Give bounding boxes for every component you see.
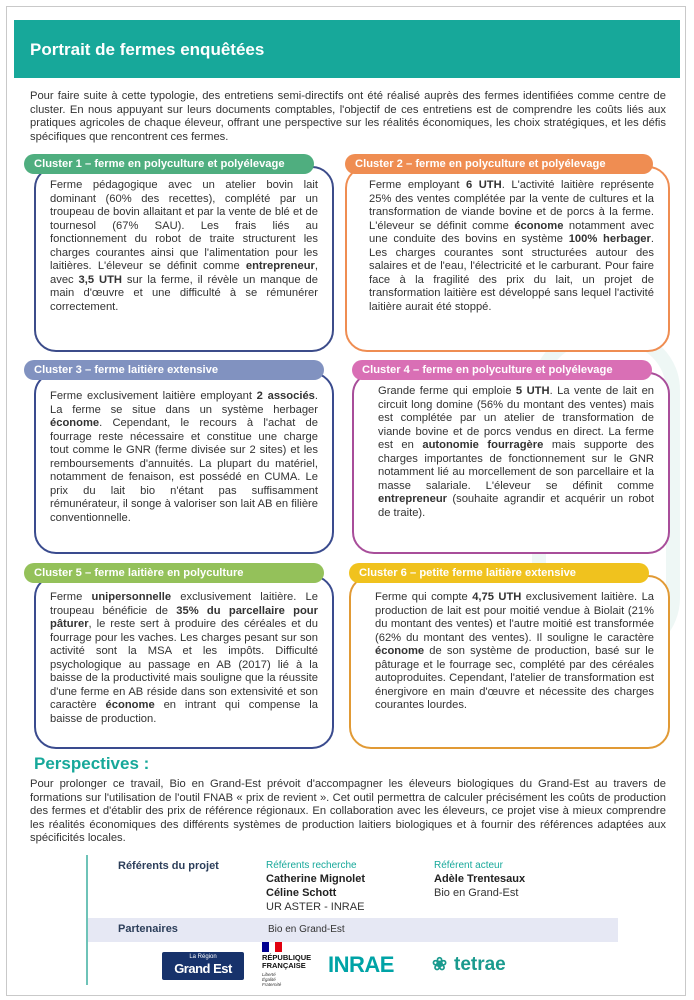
cluster-text: Ferme qui compte 4,75 UTH exclusivement laitière. La production de lait est pour moitié vendue à Biolait (21% du montant des ventes) et l'autre moitié est transformée (62% du montant des ventes). Il souligne le caractère économe de son système de production, basé sur le pâturage et le fourrage sec, complété par des céréales autoproduites. Cependant, l'atelier de transformation est énergivore en main d'œuvre et nécessite des charges courantes lourdes. bbox=[375, 591, 655, 712]
cluster-text-box bbox=[34, 372, 334, 554]
cluster-text-box bbox=[349, 575, 670, 749]
perspectives-title: Perspectives : bbox=[34, 754, 150, 773]
research-referents-title: Référents recherche bbox=[266, 860, 357, 871]
cluster-text: Ferme exclusivement laitière employant 2 associés. La ferme se situe dans un système herbager économe. Cependant, le recours à l'achat de fourrage reste nécessaire et constitue une charge tout comme le GNR (ferme divisée sur 2 sites) et les remboursements d'annuités. La plupart du matériel, notamment de fenaison, est possédé en CUMA. Le prix du lait bio n'étant pas suffisamment rémunérateur, il songe à valoriser son lait AB en filière conventionnelle. bbox=[50, 390, 318, 524]
actor-referent-org: Bio en Grand-Est bbox=[434, 887, 519, 899]
cluster-card-1 bbox=[24, 154, 334, 352]
cluster-card-6 bbox=[349, 563, 670, 749]
references-label: Référents du projet bbox=[118, 860, 219, 872]
cluster-card-4 bbox=[352, 360, 670, 554]
perspectives-paragraph: Pour prolonger ce travail, Bio en Grand-Est prévoit d'accompagner les éleveurs biologiques du Grand-Est au travers de formations sur l'utilisation de l'outil FNAB « prix de revient ». Cet outil permettra de calculer précisément les coûts de production des fermes et d'établir des prix de référence régionaux. En collaboration avec les éleveurs, ce projet vise à mieux comprendre les réalités économiques des différents systèmes de production laitiers biologiques et à fournir des références adaptées aux spécificités locales. bbox=[30, 778, 666, 845]
cluster-text: Ferme employant 6 UTH. L'activité laitière représente 25% des ventes complétée par la vente de cultures et la transformation de viande bovine et de porcs à la ferme. L'éleveur se définit comme économe notamment avec une conduite des bovins en système 100% herbager. Les charges courantes sont structurées autour des salaires et de l'eau, l'électricité et le carburant. Pour faire face à la fragilité des prix du lait, un projet de transformation laitière est développé sans lequel l'activité laitière aurait été stoppé. bbox=[369, 179, 654, 313]
title-banner bbox=[14, 20, 680, 78]
intro-paragraph: Pour faire suite à cette typologie, des entretiens semi-directifs ont été réalisé auprès des fermes identifiées comme centre de cluster. En nous appuyant sur leurs documents comptables, l'objectif de ces entretiens est de comprendre les coûts liés aux pratiques agricoles de chaque éleveur, offrant une perspective sur les réalités économiques, les choix stratégiques, et les défis spécifiques que rencontrent ces fermes. bbox=[30, 90, 666, 143]
page-title: Portrait de fermes enquêtées bbox=[30, 40, 265, 59]
cluster-label: Cluster 6 – petite ferme laitière extensive bbox=[349, 563, 649, 583]
actor-referent-title: Référent acteur bbox=[434, 860, 503, 871]
partners-label: Partenaires bbox=[118, 923, 178, 935]
cluster-text-box bbox=[345, 166, 670, 352]
cluster-label: Cluster 3 – ferme laitière extensive bbox=[24, 360, 324, 380]
flag-icon bbox=[262, 942, 282, 952]
republique-francaise-logo: RÉPUBLIQUE FRANÇAISE Liberté Égalité Fraternité bbox=[262, 942, 320, 988]
research-referent-name: Catherine Mignolet bbox=[266, 873, 366, 885]
partners-bar bbox=[88, 918, 618, 942]
cluster-text-box bbox=[34, 166, 334, 352]
cluster-text: Grande ferme qui emploie 5 UTH. La vente de lait en circuit long domine (56% du montant des ventes) mais est complétée par un atelier de transformation de viande bovine et de porcs vendus en direct. La ferme est en autonomie fourragère mais supporte des charges importantes de fonctionnement sur le GNR notamment lié au morcellement de son parcellaire et la masse salariale. L'éleveur se définit comme entrepreneur (souhaite agrandir et acquérir un robot de traite). bbox=[378, 385, 655, 519]
partners-value: Bio en Grand-Est bbox=[268, 924, 345, 935]
cluster-label: Cluster 2 – ferme en polyculture et polyélevage bbox=[345, 154, 653, 174]
research-referent-org: UR ASTER - INRAE bbox=[266, 901, 365, 913]
research-referent-name: Céline Schott bbox=[266, 887, 337, 899]
cluster-label: Cluster 4 – ferme en polyculture et polyélevage bbox=[352, 360, 652, 380]
region-grand-est-logo: La Région Grand Est bbox=[162, 952, 244, 980]
cluster-card-3 bbox=[24, 360, 334, 554]
cluster-label: Cluster 5 – ferme laitière en polyculture bbox=[24, 563, 324, 583]
tetrae-logo: ❀ tetrae bbox=[432, 954, 506, 975]
inrae-logo: INRAE bbox=[328, 952, 394, 977]
actor-referent-name: Adèle Trentesaux bbox=[434, 873, 526, 885]
cluster-text: Ferme unipersonnelle exclusivement laitière. Le troupeau bénéficie de 35% du parcellaire pour pâturer, le reste sert à produire des céréales et du fourrage pour les vaches. Les charges pesant sur son activité sont la MSA et les impôts. Difficulté psychologique au passage en AB (2017) lié à la baisse de la productivité mais souligne que la réussite d'une ferme en AB réside dans son extensivité et son caractère économe en intrant qui compense la baisse de production. bbox=[50, 591, 318, 725]
cluster-text-box bbox=[34, 575, 334, 749]
cluster-card-5 bbox=[24, 563, 334, 749]
cluster-label: Cluster 1 – ferme en polyculture et polyélevage bbox=[24, 154, 314, 174]
cluster-text: Ferme pédagogique avec un atelier bovin lait dominant (60% des recettes), complété par un troupeau de bovin allaitant et par la vente de blé et de tournesol (67% SAU). Les frais liés au fonctionnement du robot de traite structurent les charges courantes ainsi que l'alimentation pour les laitières. L'éleveur se définit comme entrepreneur, avec 3,5 UTH sur la ferme, il révèle un manque de main d'œuvre et une difficulté à se rémunérer correctement. bbox=[50, 179, 318, 313]
references-panel bbox=[86, 855, 621, 918]
partner-logos bbox=[140, 940, 620, 990]
tetrae-leaf-icon: ❀ bbox=[432, 954, 448, 974]
cluster-card-2 bbox=[345, 154, 670, 352]
cluster-text-box bbox=[352, 372, 670, 554]
